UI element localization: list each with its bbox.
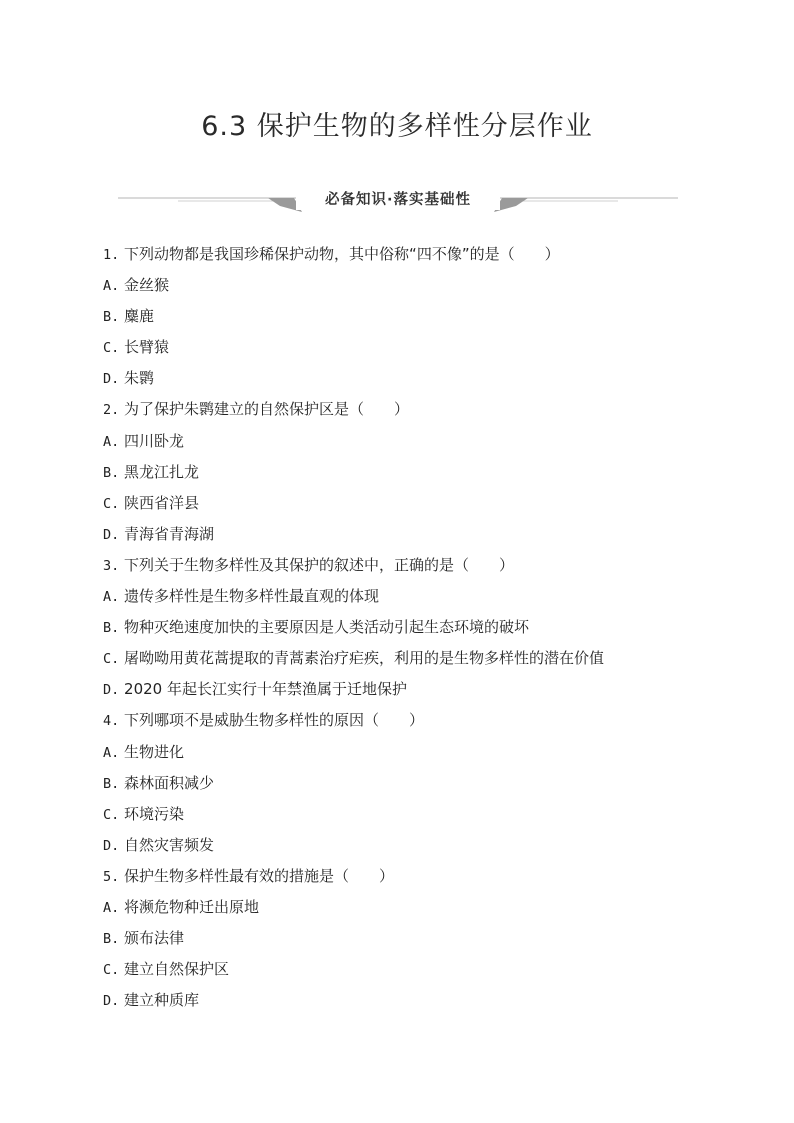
option-text: 屠呦呦用黄花蒿提取的青蒿素治疗疟疾，利用的是生物多样性的潜在价值 xyxy=(124,649,605,668)
section-banner xyxy=(118,184,678,216)
option-item xyxy=(103,833,703,864)
page-title: 6.3 保护生物的多样性分层作业 xyxy=(201,111,593,142)
option-item xyxy=(103,460,703,491)
option-item xyxy=(103,677,703,708)
option-text: 陕西省洋县 xyxy=(124,493,200,512)
question-stem xyxy=(103,242,703,273)
option-item xyxy=(103,335,703,366)
option-item xyxy=(103,304,703,335)
option-text: 颁布法律 xyxy=(124,929,185,948)
option-letter: C. xyxy=(103,806,120,823)
option-letter: B. xyxy=(103,775,120,792)
option-text: 朱鹮 xyxy=(124,369,155,388)
option-item xyxy=(103,273,703,304)
option-text: 青海省青海湖 xyxy=(124,524,215,543)
option-item xyxy=(103,646,703,677)
option-letter: D. xyxy=(103,526,120,543)
option-letter: D. xyxy=(103,371,120,388)
option-letter: A. xyxy=(103,744,120,761)
option-letter: D. xyxy=(103,837,120,854)
option-item xyxy=(103,957,703,988)
option-item xyxy=(103,988,703,1019)
option-text: 将濒危物种迁出原地 xyxy=(124,897,260,916)
option-letter: C. xyxy=(103,962,120,979)
option-letter: D. xyxy=(103,993,120,1010)
question-stem xyxy=(103,397,703,428)
question-number: 1. xyxy=(103,247,120,263)
option-item xyxy=(103,771,703,802)
question-number: 4. xyxy=(103,713,120,730)
option-letter: A. xyxy=(103,433,120,450)
option-text: 麋鹿 xyxy=(124,307,155,326)
option-letter: C. xyxy=(103,340,120,357)
option-item xyxy=(103,522,703,553)
option-text: 自然灾害频发 xyxy=(124,835,215,854)
option-text: 2020 年起长江实行十年禁渔属于迁地保护 xyxy=(124,680,407,699)
option-letter: A. xyxy=(103,278,120,295)
question-list xyxy=(103,242,703,1019)
question-text: 下列动物都是我国珍稀保护动物，其中俗称“四不像”的是（ ） xyxy=(124,245,560,263)
option-text: 森林面积减少 xyxy=(124,773,215,792)
option-letter: D. xyxy=(103,682,120,699)
option-item xyxy=(103,615,703,646)
option-item xyxy=(103,895,703,926)
option-item xyxy=(103,491,703,522)
question-text: 下列关于生物多样性及其保护的叙述中，正确的是（ ） xyxy=(124,555,515,574)
option-text: 建立自然保护区 xyxy=(124,960,230,979)
section-label: 必备知识·落实基础性 xyxy=(324,192,471,208)
question-number: 2. xyxy=(103,402,120,419)
option-letter: B. xyxy=(103,464,120,481)
option-letter: A. xyxy=(103,899,120,916)
option-letter: C. xyxy=(103,651,120,668)
option-letter: A. xyxy=(103,589,120,606)
question-stem xyxy=(103,864,703,895)
option-letter: B. xyxy=(103,309,120,326)
option-text: 生物进化 xyxy=(124,742,185,761)
option-text: 物种灭绝速度加快的主要原因是人类活动引起生态环境的破坏 xyxy=(124,618,530,637)
question-text: 保护生物多样性最有效的措施是（ ） xyxy=(124,866,395,885)
option-letter: B. xyxy=(103,931,120,948)
option-text: 环境污染 xyxy=(124,804,185,823)
option-text: 金丝猴 xyxy=(124,276,170,295)
option-item xyxy=(103,802,703,833)
option-text: 四川卧龙 xyxy=(124,431,185,450)
option-item xyxy=(103,584,703,615)
question-text: 下列哪项不是威胁生物多样性的原因（ ） xyxy=(124,711,425,730)
question-number: 5. xyxy=(103,868,120,885)
option-item xyxy=(103,429,703,460)
option-item xyxy=(103,740,703,771)
question-number: 3. xyxy=(103,557,120,574)
option-item xyxy=(103,366,703,397)
question-stem xyxy=(103,708,703,739)
question-text: 为了保护朱鹮建立的自然保护区是（ ） xyxy=(124,400,410,419)
option-text: 黑龙江扎龙 xyxy=(124,462,200,481)
option-text: 长臂猿 xyxy=(124,338,170,357)
option-text: 遗传多样性是生物多样性最直观的体现 xyxy=(124,587,380,606)
option-letter: B. xyxy=(103,620,120,637)
option-item xyxy=(103,926,703,957)
question-stem xyxy=(103,553,703,584)
option-letter: C. xyxy=(103,495,120,512)
option-text: 建立种质库 xyxy=(124,991,200,1010)
